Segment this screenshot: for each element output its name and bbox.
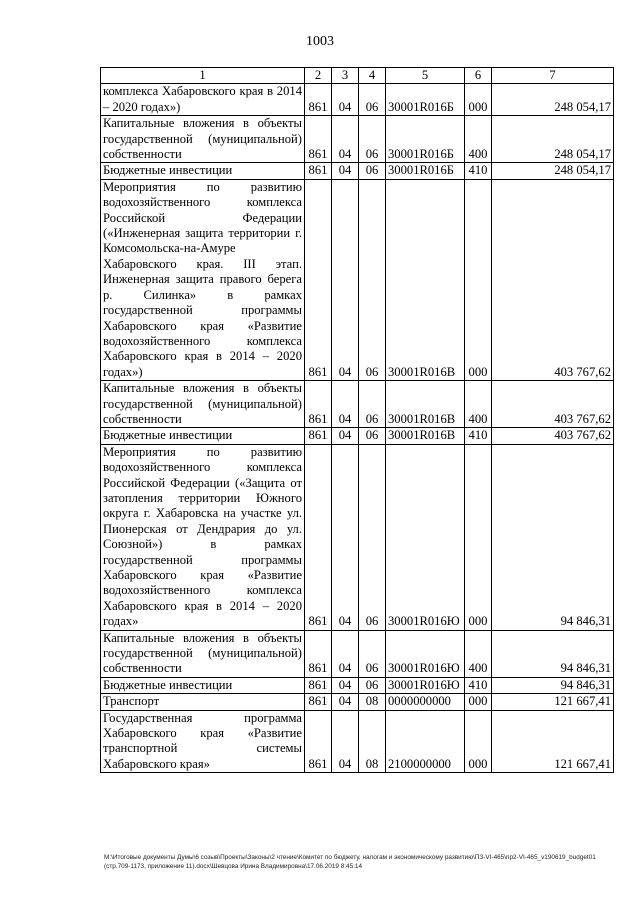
row-target-article: 2100000000: [386, 710, 465, 773]
row-code-subsection: 06: [359, 444, 386, 630]
row-code-subsection: 06: [359, 116, 386, 163]
row-name: Бюджетные инвестиции: [101, 677, 305, 693]
table-row: [101, 116, 614, 163]
row-expense-type: 400: [465, 381, 492, 428]
row-name: Капитальные вложения в объекты государственной (муниципальной) собственности: [101, 630, 305, 677]
row-target-article: 30001R016В: [386, 428, 465, 444]
row-expense-type: 410: [465, 428, 492, 444]
table-row: [101, 428, 614, 444]
row-target-article: 30001R016В: [386, 179, 465, 380]
row-name: Государственная программа Хабаровского края «Развитие транспортной системы Хабаровского края»: [101, 710, 305, 773]
row-expense-type: 000: [465, 710, 492, 773]
row-code-section: 04: [332, 163, 359, 179]
table-row: [101, 381, 614, 428]
table-row: [101, 677, 614, 693]
row-amount: 121 667,41: [492, 710, 614, 773]
row-code-section: 04: [332, 428, 359, 444]
table-row: [101, 630, 614, 677]
row-amount: 248 054,17: [492, 163, 614, 179]
row-code-section: 04: [332, 677, 359, 693]
row-code-section: 04: [332, 179, 359, 380]
row-code-subsection: 08: [359, 710, 386, 773]
table-row: [101, 710, 614, 773]
row-code-ministry: 861: [305, 428, 332, 444]
table-row: [101, 163, 614, 179]
row-code-subsection: 06: [359, 179, 386, 380]
table-row: [101, 179, 614, 380]
row-code-ministry: 861: [305, 694, 332, 710]
row-target-article: 30001R016Б: [386, 163, 465, 179]
row-target-article: 30001R016Ю: [386, 444, 465, 630]
page-number: 1003: [306, 34, 334, 49]
row-amount: 94 846,31: [492, 630, 614, 677]
row-code-ministry: 861: [305, 116, 332, 163]
row-expense-type: 000: [465, 179, 492, 380]
row-name: Мероприятия по развитию водохозяйственного комплекса Российской Федерации («Защита от затопления территории Южного округа г. Хабаровска на участке ул. Пионерская от Дендрария до ул. Союзной») в рамках государственной программы Хабаровского края «Развитие водохозяйственного комплекса Хабаровского края в 2014 – 2020 годах»: [101, 444, 305, 630]
table-row: [101, 694, 614, 710]
row-code-section: 04: [332, 694, 359, 710]
row-code-subsection: 08: [359, 694, 386, 710]
row-code-section: 04: [332, 444, 359, 630]
row-name: Мероприятия по развитию водохозяйственного комплекса Российской Федерации («Инженерная защита территории г. Комсомольска-на-Амуре Хабаровского края. III этап. Инженерная защита правого берега р. Силинка» в рамках государственной программы Хабаровского края «Развитие водохозяйственного комплекса Хабаровского края в 2014 – 2020 годах»): [101, 179, 305, 380]
row-code-section: 04: [332, 710, 359, 773]
row-code-subsection: 06: [359, 84, 386, 116]
row-code-subsection: 06: [359, 630, 386, 677]
row-amount: 94 846,31: [492, 444, 614, 630]
row-target-article: 30001R016Ю: [386, 677, 465, 693]
column-header: 4: [359, 68, 386, 84]
table-header-row: [101, 68, 614, 84]
row-code-ministry: 861: [305, 84, 332, 116]
budget-table: [100, 67, 614, 773]
row-expense-type: 000: [465, 84, 492, 116]
row-code-subsection: 06: [359, 163, 386, 179]
column-header: 7: [492, 68, 614, 84]
row-code-section: 04: [332, 116, 359, 163]
column-header: 2: [305, 68, 332, 84]
column-header: 6: [465, 68, 492, 84]
row-target-article: 30001R016Б: [386, 84, 465, 116]
row-code-ministry: 861: [305, 163, 332, 179]
column-header: 5: [386, 68, 465, 84]
row-code-ministry: 861: [305, 179, 332, 380]
row-code-ministry: 861: [305, 630, 332, 677]
row-amount: 248 054,17: [492, 116, 614, 163]
row-name: Бюджетные инвестиции: [101, 428, 305, 444]
row-amount: 121 667,41: [492, 694, 614, 710]
row-code-ministry: 861: [305, 444, 332, 630]
row-name: Капитальные вложения в объекты государственной (муниципальной) собственности: [101, 381, 305, 428]
row-amount: 248 054,17: [492, 84, 614, 116]
row-code-ministry: 861: [305, 710, 332, 773]
row-target-article: 30001R016Ю: [386, 630, 465, 677]
row-name: Капитальные вложения в объекты государственной (муниципальной) собственности: [101, 116, 305, 163]
row-target-article: 30001R016Б: [386, 116, 465, 163]
row-name: Транспорт: [101, 694, 305, 710]
column-header: 3: [332, 68, 359, 84]
row-expense-type: 410: [465, 677, 492, 693]
row-code-subsection: 06: [359, 677, 386, 693]
table-row: [101, 84, 614, 116]
column-header: 1: [101, 68, 305, 84]
row-amount: 403 767,62: [492, 381, 614, 428]
row-code-section: 04: [332, 84, 359, 116]
row-expense-type: 000: [465, 444, 492, 630]
row-amount: 94 846,31: [492, 677, 614, 693]
row-name: Бюджетные инвестиции: [101, 163, 305, 179]
table-row: [101, 444, 614, 630]
row-code-section: 04: [332, 630, 359, 677]
row-code-section: 04: [332, 381, 359, 428]
row-code-subsection: 06: [359, 428, 386, 444]
row-amount: 403 767,62: [492, 179, 614, 380]
row-target-article: 0000000000: [386, 694, 465, 710]
row-amount: 403 767,62: [492, 428, 614, 444]
row-code-ministry: 861: [305, 677, 332, 693]
row-expense-type: 410: [465, 163, 492, 179]
row-code-ministry: 861: [305, 381, 332, 428]
row-code-subsection: 06: [359, 381, 386, 428]
row-expense-type: 000: [465, 694, 492, 710]
document-path-footer: M:\Итоговые документы Думы\6 созыв\Проекты\Законы\2 чтение\Комитет по бюджету, налогам и экономическому развитию\ПЗ-VI-465\пр2-VI-465_v190619_budget01 (стр.709-1173, приложение 11).docx\Шевцова Ирина Владимировна\17.06.2019 8:45:14: [104, 854, 596, 870]
row-expense-type: 400: [465, 116, 492, 163]
row-expense-type: 400: [465, 630, 492, 677]
row-name: комплекса Хабаровского края в 2014 – 2020 годах»): [101, 84, 305, 116]
row-target-article: 30001R016В: [386, 381, 465, 428]
